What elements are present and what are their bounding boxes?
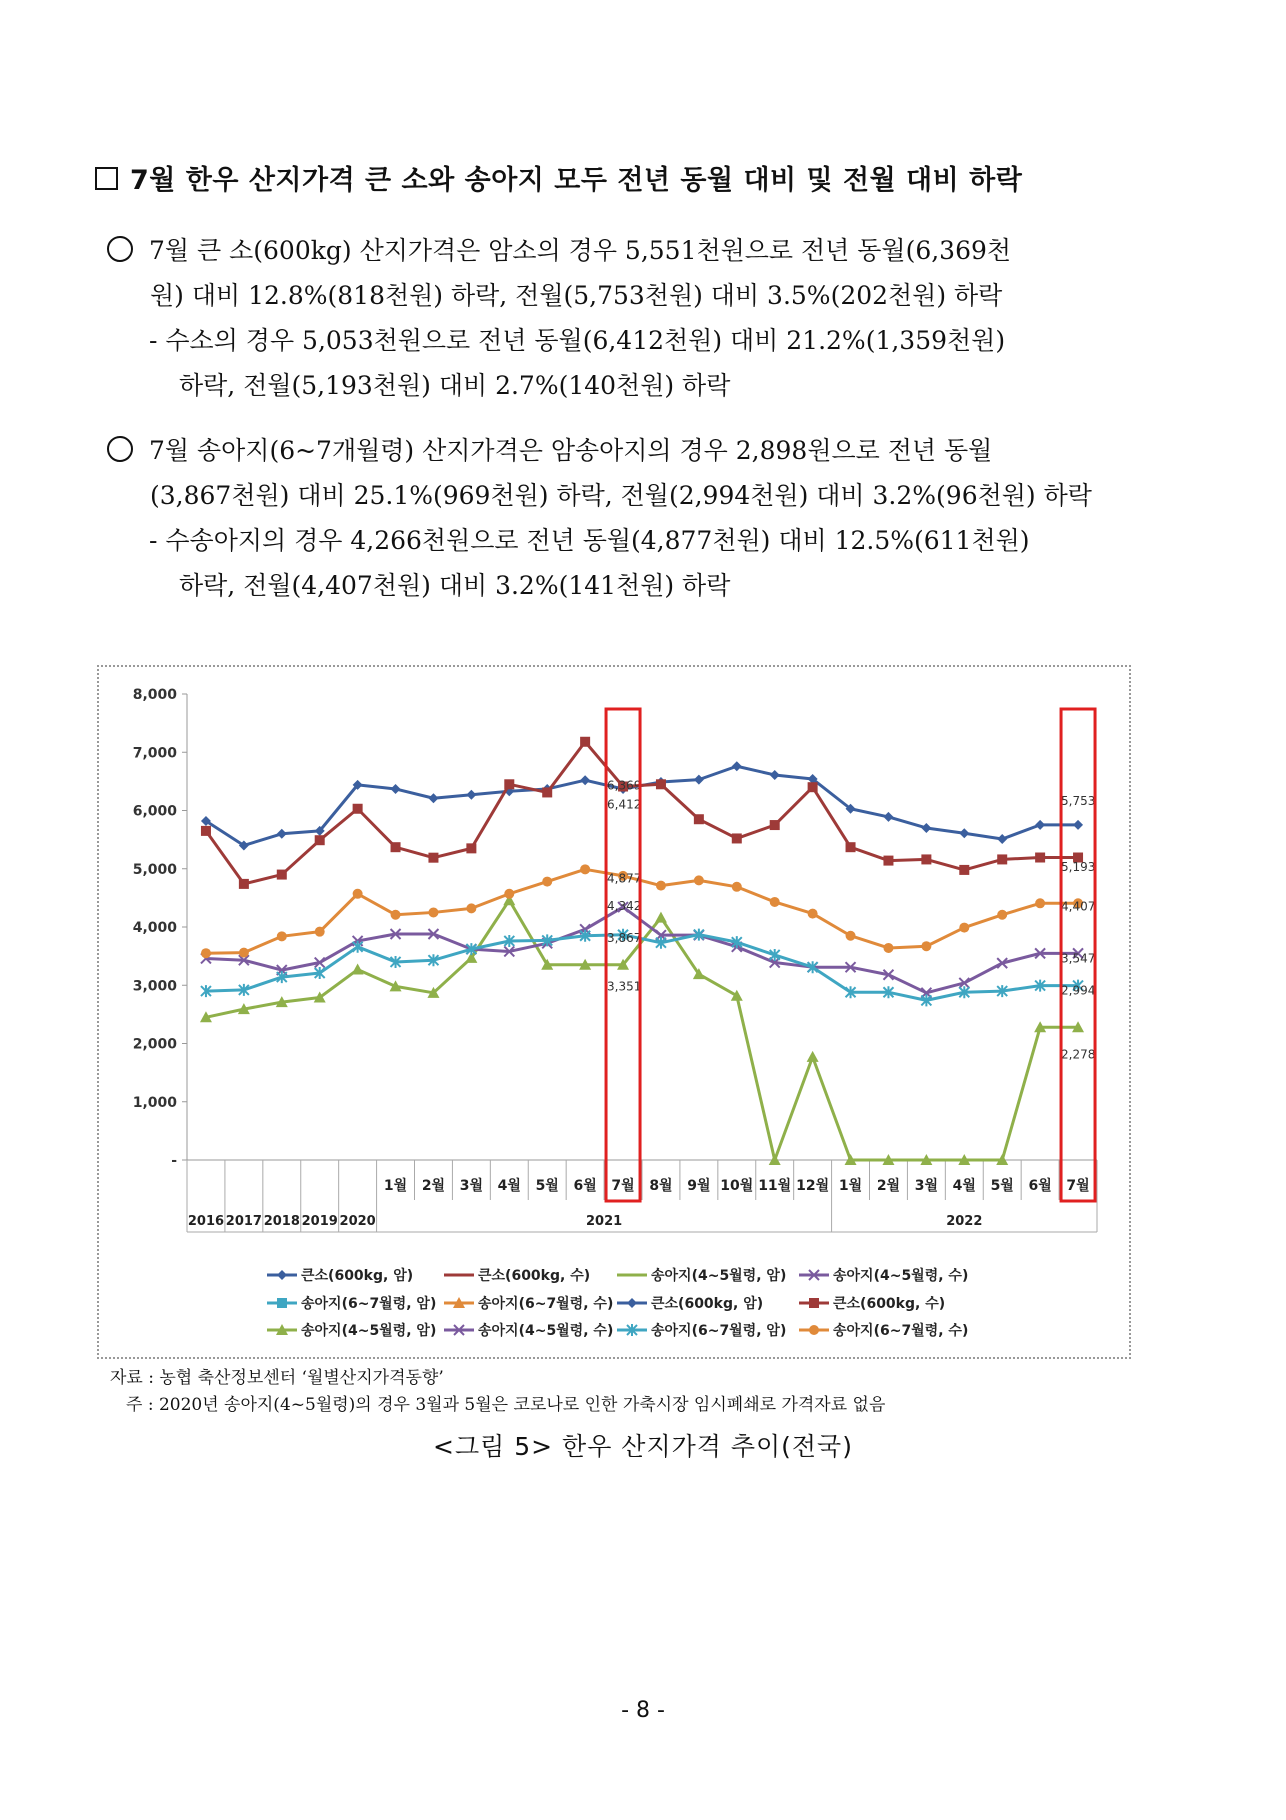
x-month-label: 10월 xyxy=(720,1178,754,1194)
data-label-2022-jul: 5,753 xyxy=(1061,794,1096,809)
series-1-point xyxy=(277,870,287,880)
data-label-2022-jul: 2,278 xyxy=(1061,1047,1096,1062)
series-1-point xyxy=(428,853,438,863)
paragraph-cow-male: - 수소의 경우 5,053천원으로 전년 동월(6,412천원) 대비 21.2%(1,359천원) 하락, 전월(5,193천원) 대비 2.7%(140천원) 하락 xyxy=(149,326,1006,400)
series-5-point xyxy=(846,931,856,941)
x-month-label: 3월 xyxy=(459,1178,484,1194)
legend-marker xyxy=(277,1298,287,1308)
series-5-point xyxy=(239,948,249,958)
y-tick-label: 4,000 xyxy=(132,920,177,936)
circle-bullet-icon xyxy=(107,436,133,462)
x-month-label: 3월 xyxy=(914,1178,939,1194)
series-1-point xyxy=(1035,853,1045,863)
x-month-label: 5월 xyxy=(535,1178,559,1194)
x-year-group-label: 2022 xyxy=(946,1214,983,1229)
legend-label: 송아지(4~5월령, 수) xyxy=(478,1323,614,1339)
x-month-label: 8월 xyxy=(649,1178,673,1194)
x-month-label: 2월 xyxy=(421,1178,446,1194)
x-month-label: 4월 xyxy=(952,1178,976,1194)
x-month-label: 7월 xyxy=(1066,1178,1090,1194)
x-month-label: 12월 xyxy=(796,1178,830,1194)
series-0-point xyxy=(580,775,590,785)
data-label-2021-jul: 6,369 xyxy=(607,778,642,793)
y-tick-label: 6,000 xyxy=(132,803,177,820)
series-1-point xyxy=(504,779,514,789)
price-trend-line-chart xyxy=(99,667,1129,1357)
series-1-point xyxy=(239,879,249,889)
series-line-3 xyxy=(206,907,1078,993)
data-label-2022-jul: 4,407 xyxy=(1061,899,1096,914)
source-note: 자료 : 농협 축산정보센터 ‘월별산지가격동향’ xyxy=(110,1368,444,1388)
y-tick-label: 2,000 xyxy=(132,1036,177,1053)
y-tick-label: 7,000 xyxy=(132,745,177,762)
series-1-point xyxy=(770,820,780,830)
series-1-point xyxy=(846,842,856,852)
data-label-2021-jul: 6,412 xyxy=(607,797,642,812)
series-line-1 xyxy=(206,742,1078,884)
series-5-point xyxy=(353,889,363,899)
series-5-point xyxy=(391,910,401,920)
x-month-label: 1월 xyxy=(838,1178,863,1194)
series-5-point xyxy=(883,943,893,953)
series-1-point xyxy=(656,779,666,789)
series-1-point xyxy=(997,854,1007,864)
series-1-point xyxy=(808,782,818,792)
legend-label: 큰소(600kg, 수) xyxy=(833,1296,946,1312)
legend-marker xyxy=(809,1298,819,1308)
chart-container xyxy=(97,665,1131,1359)
legend-label: 큰소(600kg, 수) xyxy=(478,1268,591,1284)
series-1-point xyxy=(315,835,325,845)
series-line-4 xyxy=(206,935,1078,1001)
legend-marker xyxy=(277,1270,287,1280)
series-5-point xyxy=(428,907,438,917)
series-0-point xyxy=(391,784,401,794)
series-5-point xyxy=(277,931,287,941)
legend-label: 큰소(600kg, 암) xyxy=(651,1296,764,1312)
series-0-point xyxy=(883,812,893,822)
legend-marker xyxy=(809,1325,819,1335)
legend-label: 송아지(6~7월령, 암) xyxy=(651,1323,787,1339)
series-0-point xyxy=(732,761,742,771)
x-year-label: 2017 xyxy=(225,1214,262,1229)
data-label-2021-jul: 3,351 xyxy=(607,979,642,994)
series-1-point xyxy=(959,865,969,875)
series-2-point xyxy=(655,912,667,923)
x-month-label: 1월 xyxy=(383,1178,408,1194)
series-5-point xyxy=(1035,898,1045,908)
series-1-point xyxy=(580,737,590,747)
series-5-point xyxy=(732,882,742,892)
legend-label: 송아지(4~5월령, 암) xyxy=(651,1268,787,1284)
data-label-2022-jul: 5,193 xyxy=(1061,859,1096,874)
x-month-label: 6월 xyxy=(573,1178,597,1194)
y-tick-label: 5,000 xyxy=(132,861,177,878)
series-2-point xyxy=(352,964,364,975)
data-label-2022-jul: 3,547 xyxy=(1061,951,1096,966)
series-0-point xyxy=(428,793,438,803)
series-1-point xyxy=(542,787,552,797)
legend-label: 송아지(4~5월령, 암) xyxy=(301,1323,437,1339)
x-year-label: 2020 xyxy=(339,1214,376,1229)
series-0-point xyxy=(770,770,780,780)
series-1-point xyxy=(353,804,363,814)
series-5-point xyxy=(466,903,476,913)
data-label-2021-jul: 4,342 xyxy=(607,898,642,913)
x-month-label: 6월 xyxy=(1028,1178,1052,1194)
x-month-label: 4월 xyxy=(497,1178,521,1194)
x-year-label: 2019 xyxy=(301,1214,338,1229)
legend-label: 송아지(6~7월령, 수) xyxy=(478,1296,614,1312)
paragraph-cow-female: 7월 큰 소(600kg) 산지가격은 암소의 경우 5,551천원으로 전년 동월(6,369천 원) 대비 12.8%(818천원) 하락, 전월(5,753천원) 대비 3.5%(202천원) 하락 xyxy=(107,228,1167,318)
x-month-label: 7월 xyxy=(611,1178,635,1194)
series-1-point xyxy=(201,826,211,836)
figure-caption: <그림 5> 한우 산지가격 추이(전국) xyxy=(433,1432,853,1461)
series-1-point xyxy=(883,856,893,866)
series-1-point xyxy=(694,814,704,824)
series-1-point xyxy=(391,842,401,852)
y-tick-label: 1,000 xyxy=(132,1094,177,1111)
section-heading: 7월 한우 산지가격 큰 소와 송아지 모두 전년 동월 대비 및 전월 대비 하락 xyxy=(95,158,1155,197)
series-5-point xyxy=(542,877,552,887)
series-1-point xyxy=(466,843,476,853)
page-number: - 8 - xyxy=(621,1698,665,1723)
series-5-point xyxy=(656,881,666,891)
series-0-point xyxy=(1073,820,1083,830)
x-month-label: 2월 xyxy=(876,1178,901,1194)
series-2-point xyxy=(731,990,743,1001)
data-label-2021-jul: 4,877 xyxy=(607,871,642,886)
series-5-point xyxy=(201,948,211,958)
series-0-point xyxy=(921,823,931,833)
paragraph-calf-female: 7월 송아지(6~7개월령) 산지가격은 암송아지의 경우 2,898원으로 전년 동월 (3,867천원) 대비 25.1%(969천원) 하락, 전월(2,994천원) 대비 3.2%(96천원) 하락 xyxy=(107,428,1167,518)
legend-label: 송아지(4~5월령, 수) xyxy=(833,1268,969,1284)
x-month-label: 5월 xyxy=(990,1178,1014,1194)
data-label-2021-jul: 3,867 xyxy=(607,930,642,945)
legend-label: 송아지(6~7월령, 암) xyxy=(301,1296,437,1312)
x-month-label: 9월 xyxy=(687,1178,711,1194)
series-5-point xyxy=(959,923,969,933)
circle-bullet-icon xyxy=(107,236,133,262)
series-5-point xyxy=(504,889,514,899)
x-year-group-label: 2021 xyxy=(585,1214,623,1229)
series-5-point xyxy=(694,875,704,885)
series-0-point xyxy=(694,775,704,785)
series-5-point xyxy=(808,909,818,919)
series-2-point xyxy=(807,1051,819,1062)
series-5-point xyxy=(770,897,780,907)
y-tick-label: 3,000 xyxy=(132,978,177,995)
series-0-point xyxy=(1035,820,1045,830)
legend-label: 큰소(600kg, 암) xyxy=(301,1268,414,1284)
x-year-label: 2018 xyxy=(263,1214,300,1229)
series-0-point xyxy=(959,828,969,838)
y-tick-label: 8,000 xyxy=(132,687,177,703)
series-1-point xyxy=(732,833,742,843)
series-5-point xyxy=(921,941,931,951)
series-5-point xyxy=(315,927,325,937)
footnote: 주 : 2020년 송아지(4~5월령)의 경우 3월과 5월은 코로나로 인한 가축시장 임시폐쇄로 가격자료 없음 xyxy=(126,1395,886,1415)
series-0-point xyxy=(277,829,287,839)
series-5-point xyxy=(580,864,590,874)
series-0-point xyxy=(466,790,476,800)
series-0-point xyxy=(997,834,1007,844)
x-year-label: 2016 xyxy=(187,1214,225,1229)
data-label-2022-jul: 2,994 xyxy=(1061,983,1096,998)
series-line-0 xyxy=(206,766,1078,845)
series-5-point xyxy=(997,910,1007,920)
series-1-point xyxy=(921,854,931,864)
legend-label: 송아지(6~7월령, 수) xyxy=(833,1323,969,1339)
paragraph-calf-male: - 수송아지의 경우 4,266천원으로 전년 동월(4,877천원) 대비 12.5%(611천원) 하락, 전월(4,407천원) 대비 3.2%(141천원) 하락 xyxy=(149,526,1030,600)
legend-marker xyxy=(627,1298,637,1308)
x-month-label: 11월 xyxy=(758,1178,792,1194)
checkbox-bullet-icon xyxy=(95,167,118,190)
y-tick-label: - xyxy=(171,1153,177,1169)
